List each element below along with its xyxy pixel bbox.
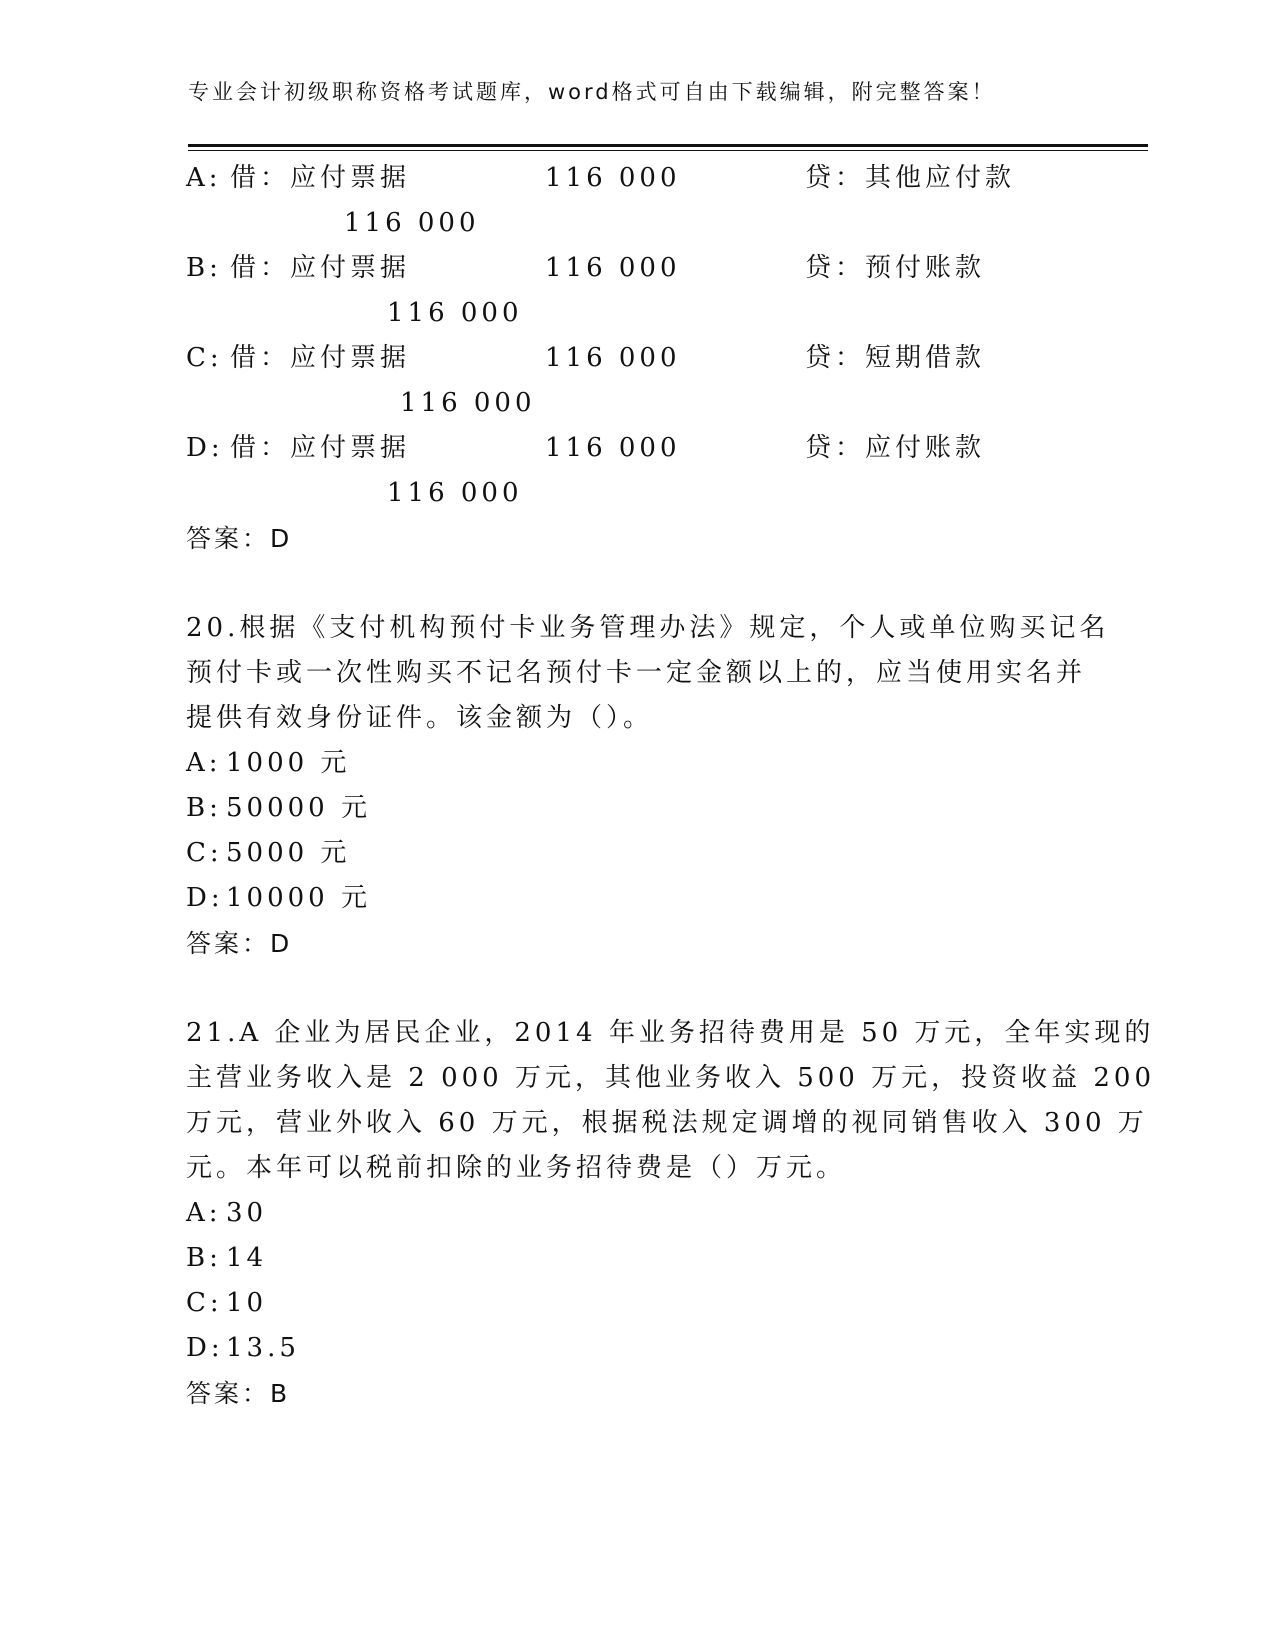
q20-stem-line-3: 提供有效身份证件。该金额为（）。: [186, 703, 654, 733]
option-label: D:: [186, 433, 224, 463]
credit-entry: 贷：预付账款: [805, 253, 986, 283]
header-rule-thick: [188, 144, 1148, 147]
debit-entry: 借：应付票据: [230, 433, 411, 463]
option-label: D:: [186, 1333, 224, 1363]
option-text: 14: [226, 1243, 268, 1273]
option-label: A:: [186, 1198, 222, 1228]
q19-answer: 答案：D: [186, 524, 293, 553]
credit-amount: 116 000: [344, 208, 480, 238]
header-rule-thin: [188, 150, 1148, 151]
option-text: 1000 元: [226, 748, 351, 778]
credit-entry: 贷：短期借款: [805, 343, 986, 373]
credit-amount: 116 000: [387, 298, 523, 328]
option-label: B:: [186, 793, 222, 823]
q20-stem-line-1: 20.根据《支付机构预付卡业务管理办法》规定，个人或单位购买记名: [186, 613, 1110, 643]
debit-entry: 借：应付票据: [230, 253, 411, 283]
debit-amount: 116 000: [545, 253, 681, 283]
option-label: C:: [186, 343, 223, 373]
option-label: D:: [186, 883, 224, 913]
q20-stem-line-2: 预付卡或一次性购买不记名预付卡一定金额以上的，应当使用实名并: [186, 658, 1087, 688]
q20-answer: 答案：D: [186, 929, 293, 958]
option-label: B:: [186, 253, 222, 283]
option-label: C:: [186, 838, 223, 868]
option-text: 10: [226, 1288, 268, 1318]
q21-answer: 答案：B: [186, 1379, 291, 1408]
q21-stem-line-3: 万元，营业外收入 60 万元，根据税法规定调增的视同销售收入 300 万: [186, 1108, 1148, 1138]
option-text: 5000 元: [226, 838, 351, 868]
option-text: 13.5: [226, 1333, 300, 1363]
credit-entry: 贷：应付账款: [805, 433, 986, 463]
credit-amount: 116 000: [400, 388, 536, 418]
page-header: 专业会计初级职称资格考试题库，word格式可自由下载编辑，附完整答案！: [188, 80, 996, 104]
debit-entry: 借：应付票据: [230, 343, 411, 373]
option-text: 10000 元: [226, 883, 371, 913]
option-label: A:: [186, 748, 222, 778]
debit-entry: 借：应付票据: [230, 163, 411, 193]
option-text: 30: [226, 1198, 268, 1228]
credit-amount: 116 000: [387, 478, 523, 508]
q21-stem-line-1: 21.A 企业为居民企业，2014 年业务招待费用是 50 万元，全年实现的: [186, 1018, 1155, 1048]
option-label: A:: [186, 163, 222, 193]
debit-amount: 116 000: [545, 433, 681, 463]
debit-amount: 116 000: [545, 163, 681, 193]
q21-stem-line-2: 主营业务收入是 2 000 万元，其他业务收入 500 万元，投资收益 200: [186, 1063, 1156, 1093]
option-label: C:: [186, 1288, 223, 1318]
option-text: 50000 元: [226, 793, 371, 823]
q21-stem-line-4: 元。本年可以税前扣除的业务招待费是（）万元。: [186, 1153, 847, 1183]
debit-amount: 116 000: [545, 343, 681, 373]
option-label: B:: [186, 1243, 222, 1273]
credit-entry: 贷：其他应付款: [805, 163, 1016, 193]
